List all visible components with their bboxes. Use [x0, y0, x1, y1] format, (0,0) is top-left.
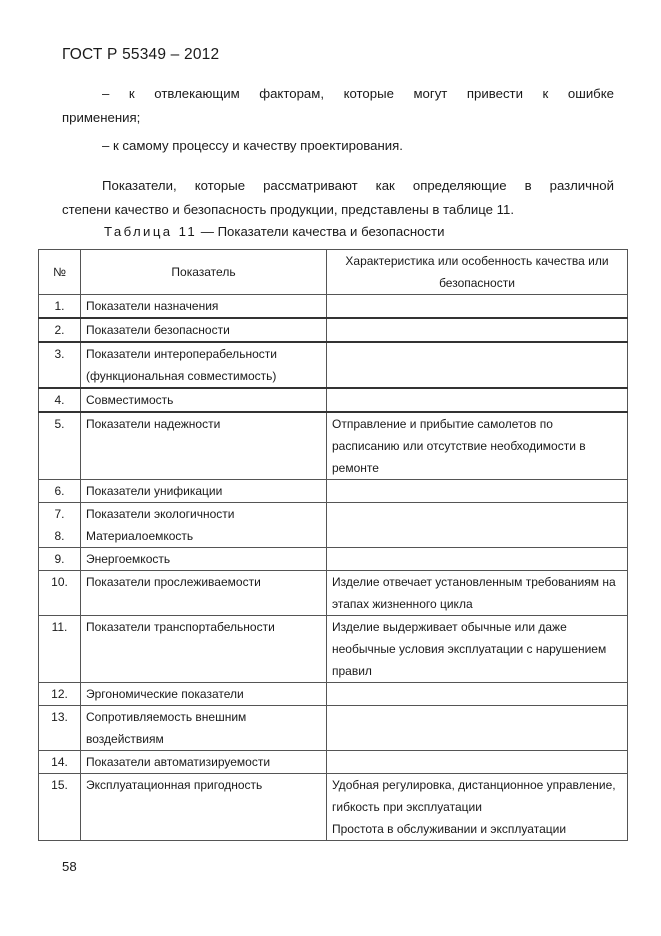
- cell-indicator: Показатели транспортабельности: [81, 616, 327, 683]
- table-row: [39, 295, 628, 319]
- cell-num: 15.: [39, 774, 81, 841]
- cell-characteristic: [327, 388, 628, 412]
- cell-characteristic: [327, 774, 628, 841]
- cell-indicator: Показатели назначения: [81, 295, 327, 319]
- paragraph-indicators: [62, 174, 614, 222]
- cell-indicator: Эксплуатационная пригодность: [81, 774, 327, 841]
- cell-characteristic: [327, 706, 628, 751]
- paragraph-line-1: Показатели, которые рассматривают как определяющие в различной: [102, 178, 614, 193]
- cell-num-7: 7.: [54, 507, 65, 521]
- table-caption-label: Таблица 11: [104, 224, 198, 239]
- cell-characteristic: [327, 480, 628, 503]
- cell-indicator: [81, 503, 327, 548]
- cell-indicator: Сопротивляемость внешним воздействиям: [81, 706, 327, 751]
- table-caption: [104, 224, 444, 239]
- list-item-line-1: – к отвлекающим факторам, которые могут привести к ошибке: [102, 86, 614, 101]
- cell-characteristic: [327, 342, 628, 388]
- table-row: [39, 503, 628, 548]
- cell-num: [39, 503, 81, 548]
- table-row: [39, 774, 628, 841]
- list-item-distracting-factors: [62, 82, 614, 130]
- table-row: [39, 388, 628, 412]
- header-characteristic: Характеристика или особенность качества или безопасности: [327, 250, 628, 295]
- cell-indicator: Показатели унификации: [81, 480, 327, 503]
- cell-num: 3.: [39, 342, 81, 388]
- cell-num: 4.: [39, 388, 81, 412]
- cell-num: 10.: [39, 571, 81, 616]
- cell-indicator: Показатели надежности: [81, 412, 327, 480]
- cell-indicator: Показатели интероперабельности (функциональная совместимость): [81, 342, 327, 388]
- cell-characteristic: [327, 683, 628, 706]
- table-row: [39, 683, 628, 706]
- table-row: [39, 342, 628, 388]
- table-row: [39, 412, 628, 480]
- cell-indicator-7: Показатели экологичности: [86, 507, 235, 521]
- table-row: [39, 318, 628, 342]
- cell-indicator: Энергоемкость: [81, 548, 327, 571]
- cell-num: 9.: [39, 548, 81, 571]
- cell-indicator: Эргономические показатели: [81, 683, 327, 706]
- cell-characteristic: [327, 751, 628, 774]
- cell-characteristic: Изделие отвечает установленным требованиям на этапах жизненного цикла: [327, 571, 628, 616]
- cell-num: 1.: [39, 295, 81, 319]
- cell-characteristic: [327, 295, 628, 319]
- cell-num-8: 8.: [54, 529, 65, 543]
- document-header: ГОСТ Р 55349 – 2012: [62, 46, 220, 63]
- cell-characteristic: Изделие выдерживает обычные или даже необычные условия эксплуатации с нарушением правил: [327, 616, 628, 683]
- cell-num: 13.: [39, 706, 81, 751]
- cell-num: 6.: [39, 480, 81, 503]
- cell-num: 5.: [39, 412, 81, 480]
- cell-characteristic-line: Удобная регулировка, дистанционное управление, гибкость при эксплуатации: [332, 778, 616, 814]
- table-row: [39, 751, 628, 774]
- cell-characteristic: [327, 548, 628, 571]
- table-header-row: [39, 250, 628, 295]
- list-item-line-2: применения;: [62, 110, 141, 125]
- page-number: 58: [62, 859, 77, 874]
- table-row: [39, 706, 628, 751]
- cell-indicator-8: Материалоемкость: [86, 529, 194, 543]
- cell-indicator: Показатели прослеживаемости: [81, 571, 327, 616]
- quality-indicators-table: [38, 249, 628, 841]
- header-indicator: Показатель: [81, 250, 327, 295]
- cell-indicator: Совместимость: [81, 388, 327, 412]
- table-row: [39, 480, 628, 503]
- table-row: [39, 616, 628, 683]
- list-item-design-process: – к самому процессу и качеству проектирования.: [102, 138, 403, 153]
- cell-indicator: Показатели безопасности: [81, 318, 327, 342]
- table-caption-text: — Показатели качества и безопасности: [197, 224, 445, 239]
- table-row: [39, 571, 628, 616]
- cell-characteristic-line-2: Простота в обслуживании и эксплуатации: [332, 822, 567, 836]
- cell-num: 11.: [39, 616, 81, 683]
- cell-indicator: Показатели автоматизируемости: [81, 751, 327, 774]
- cell-num: 12.: [39, 683, 81, 706]
- cell-characteristic: [327, 318, 628, 342]
- paragraph-line-2: степени качество и безопасность продукции, представлены в таблице 11.: [62, 202, 515, 217]
- cell-num: 14.: [39, 751, 81, 774]
- table-row: [39, 548, 628, 571]
- cell-characteristic: Отправление и прибытие самолетов по расписанию или отсутствие необходимости в ремонте: [327, 412, 628, 480]
- cell-num: 2.: [39, 318, 81, 342]
- cell-characteristic: [327, 503, 628, 548]
- header-num: №: [39, 250, 81, 295]
